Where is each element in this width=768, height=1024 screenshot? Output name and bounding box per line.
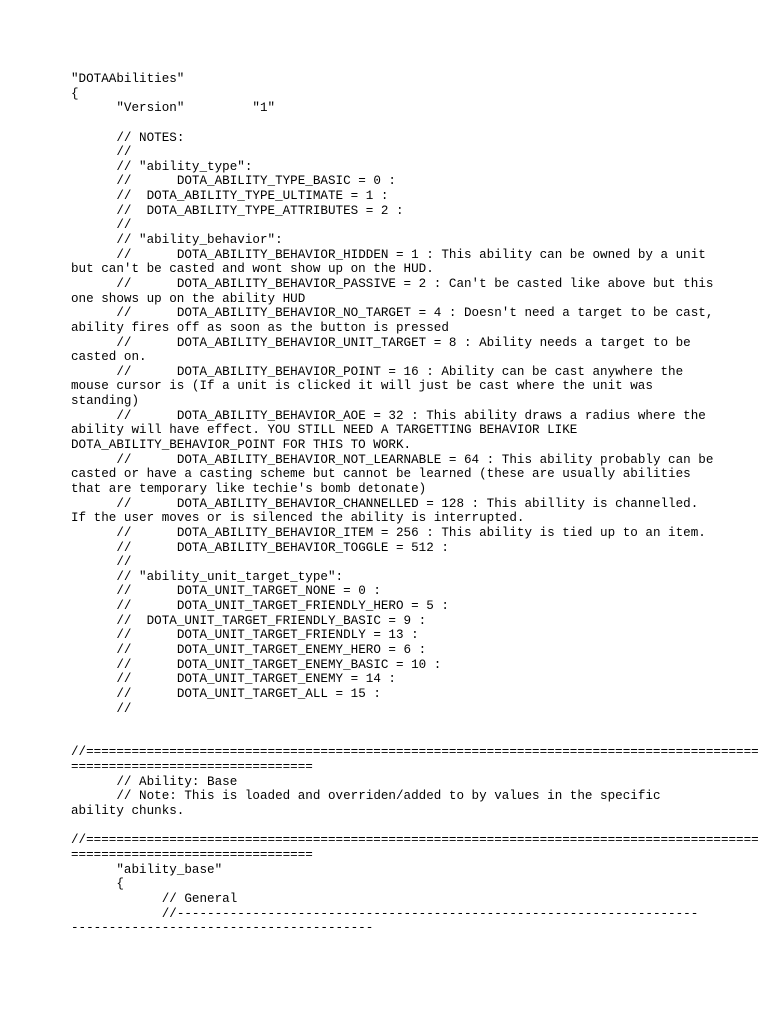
code-line: // NOTES: [71,130,185,145]
code-line: // DOTA_ABILITY_TYPE_ULTIMATE = 1 : [71,189,389,204]
code-line: // DOTA_UNIT_TARGET_FRIENDLY_HERO = 5 : [71,599,449,614]
code-line: "Version" "1" [71,101,276,116]
code-line: ================================ [71,847,313,862]
code-line: // DOTA_ABILITY_BEHAVIOR_HIDDEN = 1 : This ability can be owned by a unit [71,247,706,262]
code-line: // DOTA_UNIT_TARGET_ENEMY_HERO = 6 : [71,642,427,657]
code-line: casted on. [71,350,147,365]
code-line: // DOTA_ABILITY_BEHAVIOR_NOT_LEARNABLE = 64 : This ability probably can be [71,452,714,467]
code-line: // DOTA_UNIT_TARGET_ENEMY = 14 : [71,672,396,687]
code-line: ability fires off as soon as the button is pressed [71,320,449,335]
code-line [71,116,711,131]
code-line: { [71,86,79,101]
code-line: // DOTA_ABILITY_BEHAVIOR_NO_TARGET = 4 : Doesn't need a target to be cast, [71,306,714,321]
code-line: // DOTA_ABILITY_BEHAVIOR_ITEM = 256 : This ability is tied up to an item. [71,525,706,540]
code-line: // DOTA_UNIT_TARGET_ALL = 15 : [71,686,381,701]
code-line: // [71,218,132,233]
code-line: // Ability: Base [71,774,238,789]
code-line: standing) [71,394,140,409]
code-line: "DOTAAbilities" [71,72,185,86]
code-line: // [71,555,132,570]
code-line: casted or have a casting scheme but cannot be learned (these are usually abilities [71,467,691,482]
code-line: "ability_base" [71,862,223,877]
code-line: // [71,145,132,160]
code-line: // "ability_unit_target_type": [71,569,344,584]
code-line [71,819,711,834]
code-line: { [71,877,124,892]
code-line: // Note: This is loaded and overriden/added to by values in the specific [71,789,661,804]
code-line: // [71,701,132,716]
code-line: that are temporary like techie's bomb detonate) [71,481,427,496]
code-line: // DOTA_ABILITY_BEHAVIOR_UNIT_TARGET = 8 : Ability needs a target to be [71,335,691,350]
code-line: but can't be casted and wont show up on the HUD. [71,262,434,277]
code-line: If the user moves or is silenced the ability is interrupted. [71,511,525,526]
code-line: DOTA_ABILITY_BEHAVIOR_POINT FOR THIS TO WORK. [71,438,412,453]
code-line: mouse cursor is (If a unit is clicked it will just be cast where the unit was [71,379,653,394]
code-line: // "ability_type": [71,159,253,174]
code-line: ================================ [71,760,313,775]
code-line: // DOTA_UNIT_TARGET_FRIENDLY = 13 : [71,628,419,643]
code-line: // DOTA_ABILITY_BEHAVIOR_POINT = 16 : Ability can be cast anywhere the [71,364,684,379]
code-line: // General [71,891,238,906]
code-line: // "ability_behavior": [71,233,283,248]
code-line: // DOTA_UNIT_TARGET_FRIENDLY_BASIC = 9 : [71,613,427,628]
code-line: //========================================================================================= [71,745,759,760]
code-line: // DOTA_ABILITY_TYPE_BASIC = 0 : [71,174,396,189]
code-line: ability will have effect. YOU STILL NEED A TARGETTING BEHAVIOR LIKE [71,423,578,438]
code-line: ability chunks. [71,804,185,819]
code-line: //========================================================================================= [71,833,759,848]
code-line: // DOTA_UNIT_TARGET_NONE = 0 : [71,584,381,599]
code-line: // DOTA_ABILITY_TYPE_ATTRIBUTES = 2 : [71,203,404,218]
code-line: one shows up on the ability HUD [71,291,306,306]
code-line: //--------------------------------------------------------------------- [71,906,699,921]
code-line: // DOTA_ABILITY_BEHAVIOR_CHANNELLED = 128 : This abillity is channelled. [71,496,699,511]
code-line: // DOTA_UNIT_TARGET_ENEMY_BASIC = 10 : [71,657,442,672]
code-block [71,72,759,936]
code-line [71,716,711,731]
code-line [71,731,711,746]
code-line: // DOTA_ABILITY_BEHAVIOR_AOE = 32 : This ability draws a radius where the [71,408,706,423]
code-line: // DOTA_ABILITY_BEHAVIOR_TOGGLE = 512 : [71,540,449,555]
code-line: ---------------------------------------- [71,921,374,936]
code-line: // DOTA_ABILITY_BEHAVIOR_PASSIVE = 2 : Can't be casted like above but this [71,276,714,291]
